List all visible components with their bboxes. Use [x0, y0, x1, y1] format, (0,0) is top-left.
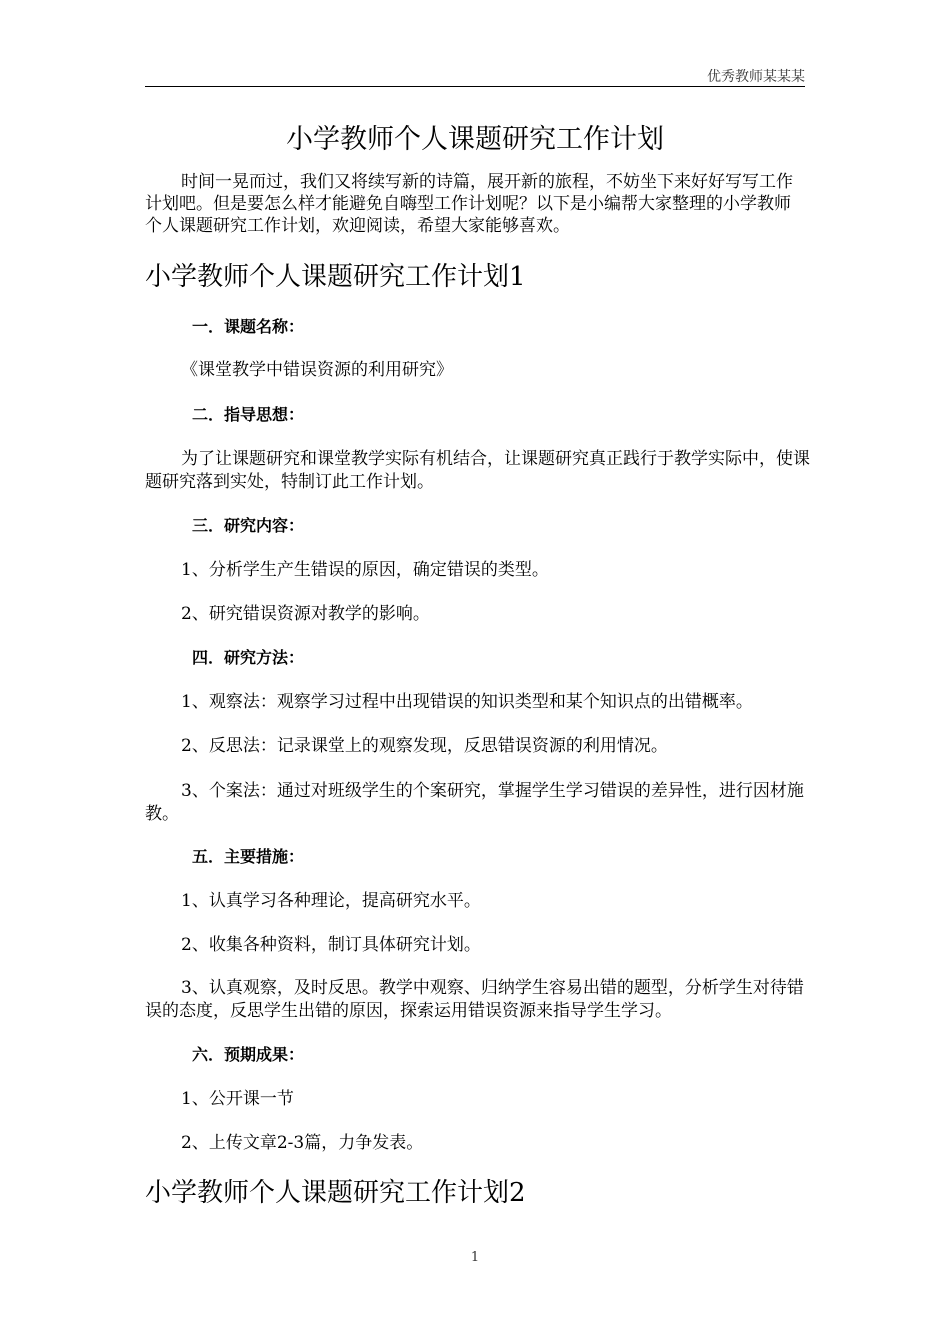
paragraph-result-2: 2、上传文章2-3篇，力争发表。 — [181, 1133, 424, 1153]
section-title-1: 小学教师个人课题研究工作计划1 — [145, 262, 526, 292]
heading-guiding-thought: 二．指导思想： — [192, 405, 305, 424]
page-number: 1 — [470, 1250, 480, 1265]
heading-research-content: 三．研究内容： — [192, 516, 305, 535]
paragraph-method-reflection: 2、反思法：记录课堂上的观察发现，反思错误资源的利用情况。 — [181, 736, 668, 756]
heading-expected-results: 六．预期成果： — [192, 1045, 305, 1064]
header-rule — [145, 86, 805, 87]
document-title: 小学教师个人课题研究工作计划 — [286, 124, 664, 155]
heading-research-methods: 四．研究方法： — [192, 648, 305, 667]
paragraph-research-content-2: 2、研究错误资源对教学的影响。 — [181, 604, 430, 624]
paragraph-measure-3: 3、认真观察，及时反思。教学中观察、归纳学生容易出错的题型，分析学生对待错误的态度，反思学生出错的原因，探索运用错误资源来指导学生学习。 — [145, 978, 804, 1021]
section-title-2: 小学教师个人课题研究工作计划2 — [145, 1178, 526, 1208]
paragraph-research-content-1: 1、分析学生产生错误的原因，确定错误的类型。 — [181, 560, 549, 580]
header-author: 优秀教师某某某 — [707, 69, 805, 85]
heading-topic-name: 一．课题名称： — [192, 317, 305, 336]
intro-paragraph: 时间一晃而过，我们又将续写新的诗篇，展开新的旅程，不妨坐下来好好写写工作计划吧。但是要怎么样才能避免自嗨型工作计划呢？以下是小编帮大家整理的小学教师个人课题研究工作计划，欢迎阅读，希望大家能够喜欢。 — [145, 172, 793, 236]
paragraph-method-case: 3、个案法：通过对班级学生的个案研究，掌握学生学习错误的差异性，进行因材施教。 — [145, 781, 804, 824]
paragraph-guiding-thought: 为了让课题研究和课堂教学实际有机结合，让课题研究真正践行于教学实际中，使课题研究落到实处，特制订此工作计划。 — [145, 449, 810, 492]
paragraph-method-observation: 1、观察法：观察学习过程中出现错误的知识类型和某个知识点的出错概率。 — [181, 692, 753, 712]
paragraph-topic-name: 《课堂教学中错误资源的利用研究》 — [181, 360, 453, 380]
heading-main-measures: 五．主要措施： — [192, 847, 305, 866]
paragraph-measure-1: 1、认真学习各种理论，提高研究水平。 — [181, 891, 481, 911]
paragraph-result-1: 1、公开课一节 — [181, 1089, 294, 1109]
paragraph-measure-2: 2、收集各种资料，制订具体研究计划。 — [181, 935, 481, 955]
